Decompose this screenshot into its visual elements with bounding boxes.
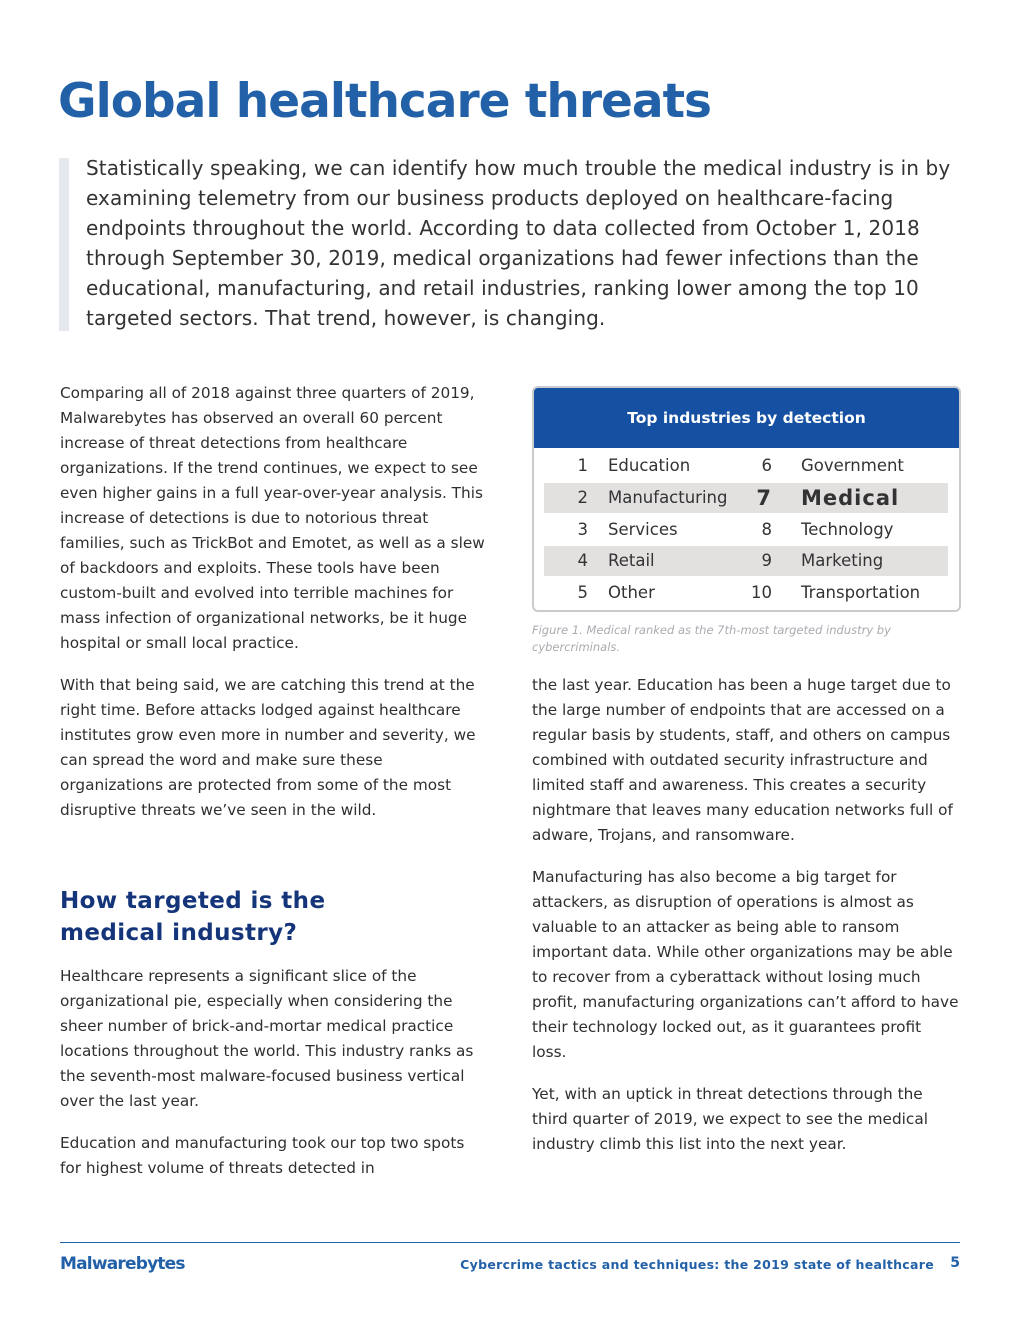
industry-label: Other (608, 583, 655, 602)
body-paragraph: Manufacturing has also become a big target for attackers, as disruption of operations is almost as valuable to an attacker as being able to ransom important data. While other organizations may be able to recover from a cyberattack without losing much profit, manufacturing organizations can’t afford to have their technology locked out, as it guarantees profit loss. (532, 868, 959, 1061)
industries-table (532, 386, 961, 612)
industry-label-highlight: Medical (801, 486, 900, 510)
malwarebytes-logo: Malwarebytes (60, 1254, 185, 1274)
lead-paragraph: Statistically speaking, we can identify how much trouble the medical industry is in by examining telemetry from our business products deployed on healthcare-facing endpoints throughout the world. According to data collected from October 1, 2018 through September 30, 2019, medical organizations had fewer infections than the educational, manufacturing, and retail industries, ranking lower among the top 10 targeted sectors. That trend, however, is changing. (86, 156, 951, 330)
industry-label: Manufacturing (608, 488, 728, 507)
footer-title: Cybercrime tactics and techniques: the 2019 state of healthcare (460, 1257, 934, 1272)
table-row (544, 546, 948, 576)
right-column (532, 673, 960, 1174)
rank-number: 9 (761, 551, 772, 570)
industry-label: Government (801, 456, 904, 475)
rank-number: 6 (761, 456, 772, 475)
rank-number: 3 (577, 520, 588, 539)
left-column-lower (60, 964, 488, 1198)
body-paragraph: Comparing all of 2018 against three quarters of 2019, Malwarebytes has observed an overall 60 percent increase of threat detections from healthcare organizations. If the trend continues, we expect to see even higher gains in a full year-over-year analysis. This increase of detections is due to notorious threat families, such as TrickBot and Emotet, as well as a slew of backdoors and exploits. These tools have been custom-built and evolved into terrible machines for mass infection of organizational networks, be it huge hospital or small local practice. (60, 384, 485, 652)
table-row (544, 483, 948, 513)
rank-number: 10 (751, 583, 772, 602)
lead-quote-bar (59, 158, 69, 331)
body-paragraph: Yet, with an uptick in threat detections through the third quarter of 2019, we expect to see the medical industry climb this list into the next year. (532, 1085, 928, 1153)
rank-number: 8 (761, 520, 772, 539)
body-paragraph: the last year. Education has been a huge target due to the large number of endpoints that are accessed on a regular basis by students, staff, and others on campus combined with outdated security infrastructure and limited staff and awareness. This creates a security nightmare that leaves many education networks full of adware, Trojans, and ransomware. (532, 676, 953, 844)
figure-caption: Figure 1. Medical ranked as the 7th-most targeted industry by cybercriminals. (532, 623, 891, 654)
table-row (544, 578, 948, 608)
rank-number: 2 (577, 488, 588, 507)
section-subhead: How targeted is the medical industry? (60, 888, 326, 946)
rank-number: 5 (577, 583, 588, 602)
industry-label: Education (608, 456, 691, 475)
industry-label: Marketing (801, 551, 884, 570)
industry-label: Retail (608, 551, 655, 570)
rank-number: 4 (577, 551, 588, 570)
industry-label: Services (608, 520, 678, 539)
table-title: Top industries by detection (534, 388, 959, 448)
footer-divider (60, 1242, 960, 1243)
body-paragraph: Education and manufacturing took our top two spots for highest volume of threats detected in (60, 1134, 465, 1177)
industry-label: Transportation (801, 583, 921, 602)
industry-label: Technology (801, 520, 894, 539)
table-row (544, 451, 948, 481)
page-number: 5 (950, 1255, 960, 1271)
body-paragraph: With that being said, we are catching this trend at the right time. Before attacks lodged against healthcare institutes grow even more in number and severity, we can spread the word and make sure these organizations are protected from some of the most disruptive threats we’ve seen in the wild. (60, 676, 476, 819)
left-column (60, 381, 488, 840)
rank-number-highlight: 7 (756, 486, 772, 510)
table-row (544, 515, 948, 545)
body-paragraph: Healthcare represents a significant slice of the organizational pie, especially when considering the sheer number of brick-and-mortar medical practice locations throughout the world. This industry ranks as the seventh-most malware-focused business vertical over the last year. (60, 967, 474, 1110)
rank-number: 1 (577, 456, 588, 475)
page-title: Global healthcare threats (58, 74, 712, 129)
